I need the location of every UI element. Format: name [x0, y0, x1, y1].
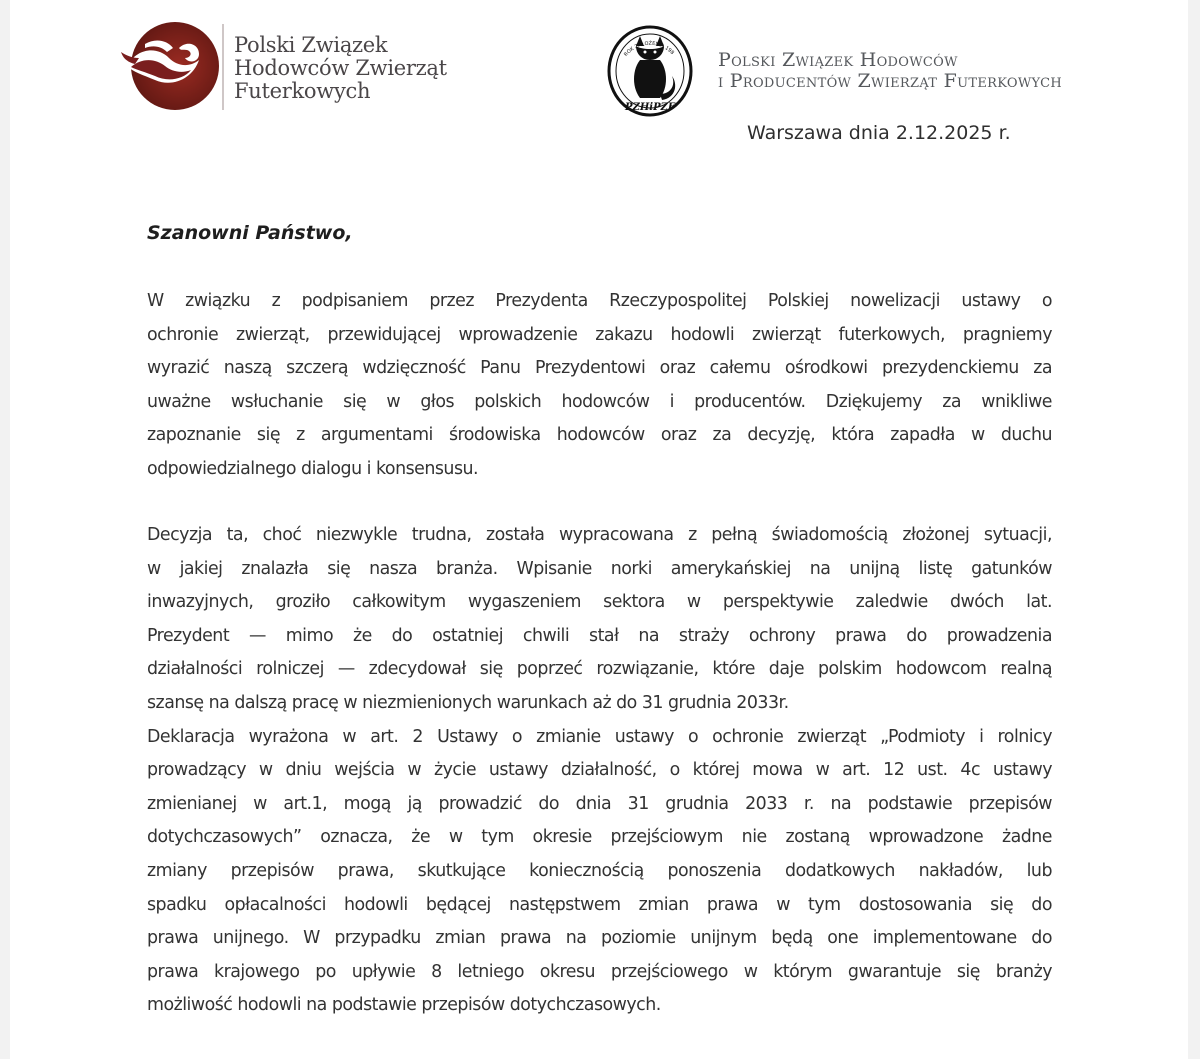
fox-seal-logo-icon	[606, 24, 694, 118]
fox-swirl-logo-icon	[117, 18, 227, 113]
logo-divider	[222, 24, 224, 110]
salutation: Szanowni Państwo,	[147, 222, 353, 244]
text-line: wyrazić naszą szczerą wdzięczność Panu Prezydentowi oraz całemu ośrodkowi prezydenckiemu za	[147, 358, 1052, 379]
text-line: zmienianej w art.1, mogą ją prowadzić do dnia 31 grudnia 2033 r. na podstawie przepisów	[147, 793, 1052, 814]
org2-name	[718, 50, 1062, 92]
letter-page	[10, 0, 1188, 1059]
text-line: W związku z podpisaniem przez Prezydenta Rzeczypospolitej Polskiej nowelizacji ustawy o	[147, 291, 1052, 311]
text-line: prawa unijnego. W przypadku zmian prawa na poziomie unijnym będą one implementowane do	[147, 928, 1052, 949]
text-line: prowadzący w dniu wejścia w życie ustawy działalność, o której mowa w art. 12 ust. 4c ustawy	[147, 760, 1052, 781]
seal-bottom-text: PZHiPZF	[625, 102, 675, 113]
org1-name	[234, 34, 454, 103]
text-line: zmiany przepisów prawa, skutkujące koniecznością ponoszenia dodatkowych nakładów, lub	[147, 860, 1052, 881]
text-line: szansę na dalszą pracę w niezmienionych warunkach aż do 31 grudnia 2033r.	[147, 692, 789, 713]
letter-date: Warszawa dnia 2.12.2025 r.	[747, 122, 1011, 144]
paragraph-1	[147, 285, 1052, 487]
text-line: spadku opłacalności hodowli będącej następstwem zmian prawa w tym dostosowania się do	[147, 894, 1052, 915]
org1-name-line: Futerkowych	[234, 79, 371, 103]
text-line: Prezydent — mimo że do ostatniej chwili stał na straży ochrony prawa do prowadzenia	[147, 625, 1052, 646]
text-line: Decyzja ta, choć niezwykle trudna, została wypracowana z pełną świadomością złożonej sytuacji,	[147, 525, 1052, 545]
text-line: zapoznanie się z argumentami środowiska hodowców oraz za decyzję, która zapadła w duchu	[147, 425, 1052, 446]
org1-name-line: Hodowców Zwierząt	[234, 56, 447, 80]
text-line: ochronie zwierząt, przewidującej wprowadzenie zakazu hodowli zwierząt futerkowych, pragniemy	[147, 324, 1052, 345]
text-line: Deklaracja wyrażona w art. 2 Ustawy o zmianie ustawy o ochronie zwierząt „Podmioty i rolnicy	[147, 726, 1052, 747]
text-line: możliwość hodowli na podstawie przepisów dotychczasowych.	[147, 995, 661, 1016]
org2-name-line: Polski Związek Hodowców	[718, 49, 958, 71]
text-line: w jakiej znalazła się nasza branża. Wpisanie norki amerykańskiej na unijną listę gatunków	[147, 558, 1052, 579]
text-line: odpowiedzialnego dialogu i konsensusu.	[147, 458, 479, 479]
text-line: uważne wsłuchanie się w głos polskich hodowców i producentów. Dziękujemy za wnikliwe	[147, 391, 1052, 412]
org2-name-line: i Producentów Zwierząt Futerkowych	[718, 70, 1063, 92]
org1-name-line: Polski Związek	[234, 33, 388, 57]
text-line: prawa krajowego po upływie 8 letniego okresu przejściowego w którym gwarantuje się branży	[147, 961, 1052, 982]
paragraph-2	[147, 519, 1052, 1023]
seal-top-text: ROK ZAŁOŻENIA 198	[623, 40, 676, 58]
text-line: inwazyjnych, groziło całkowitym wygaszeniem sektora w perspektywie zaledwie dwóch lat.	[147, 592, 1052, 613]
text-line: dotychczasowych” oznacza, że w tym okresie przejściowym nie zostaną wprowadzone żadne	[147, 827, 1052, 848]
text-line: działalności rolniczej — zdecydował się poprzeć rozwiązanie, które daje polskim hodowcom realną	[147, 659, 1052, 680]
